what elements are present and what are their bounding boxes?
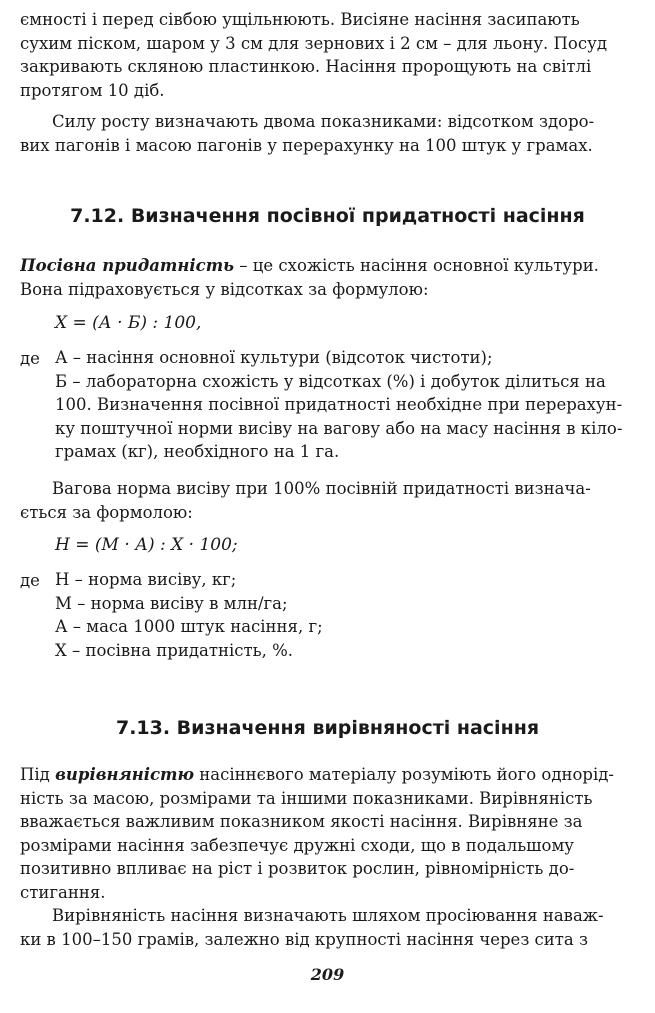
text-line: ємності і перед сівбою ущільнюють. Висіяне насіння засипають <box>20 10 580 29</box>
text-line: Силу росту визначають двома показниками: відсотком здоро- <box>52 112 595 131</box>
text-line <box>20 763 640 787</box>
page-number: 209 <box>310 965 345 984</box>
text-line: Вона підраховується у відсотках за формулою: <box>20 279 429 299</box>
weight-norm-paragraph <box>20 477 640 524</box>
definition-line: Х – посівна придатність, %. <box>55 640 294 660</box>
text-line: Вирівняність насіння визначають шляхом просіювання наваж- <box>52 906 604 925</box>
text-line: сухим піском, шаром у 3 см для зернових і 2 см – для льону. Посуд <box>20 33 607 53</box>
text-line: протягом 10 діб. <box>20 80 165 100</box>
uniformity-paragraph <box>20 763 640 904</box>
text-line: вважається важливим показником якості насіння. Вирівняне за <box>20 812 583 831</box>
text-fragment: насіннєвого матеріалу розуміють його однорід- <box>194 765 614 784</box>
section-713-heading: 7.13. Визначення вирівняності насіння <box>115 717 540 739</box>
formula-1: Х = (А · Б) : 100, <box>55 313 202 333</box>
definition-line: А – насіння основної культури (відсоток чистоти); <box>55 348 493 367</box>
text-fragment: Під <box>20 765 56 784</box>
sieving-paragraph <box>20 904 640 951</box>
text-line: розмірами насіння забезпечує дружні сходи, що в подальшому <box>20 835 574 855</box>
definitions-2 <box>55 568 640 662</box>
where-label: де <box>20 571 40 590</box>
definition-line: 100. Визначення посівної придатності необхідне при перерахун- <box>55 395 623 414</box>
text-line: стигання. <box>20 882 106 902</box>
definition-line: Б – лабораторна схожість у відсотках (%) і добуток ділиться на <box>55 371 606 391</box>
top-paragraph <box>20 8 640 102</box>
definition-line: ку поштучної норми висіву на вагову або на масу насіння в кіло- <box>55 418 623 438</box>
definition-line: А – маса 1000 штук насіння, г; <box>55 617 323 636</box>
definition-paragraph <box>20 254 640 301</box>
text-line: Вагова норма висіву при 100% посівній придатності визнача- <box>52 479 591 498</box>
text-line: позитивно впливає на ріст і розвиток рослин, рівномірність до- <box>20 859 575 878</box>
definition-line: грамах (кг), необхідного на 1 га. <box>55 442 340 461</box>
formula-2: Н = (М · А) : Х · 100; <box>55 535 238 555</box>
definitions-1 <box>55 346 640 464</box>
definition-line: Н – норма висіву, кг; <box>55 570 237 589</box>
definition-line: М – норма висіву в млн/га; <box>55 593 288 613</box>
term-suitability: Посівна придатність <box>20 256 235 275</box>
text-line: ки в 100–150 грамів, залежно від крупності насіння через сита з <box>20 929 589 949</box>
where-label: де <box>20 349 40 368</box>
text-line: закривають скляною пластинкою. Насіння пророщують на світлі <box>20 57 592 76</box>
text-line <box>20 254 640 278</box>
text-line: ється за формолою: <box>20 502 193 522</box>
text-line: вих пагонів і масою пагонів у перерахунку на 100 штук у грамах. <box>20 135 593 155</box>
text-line: ність за масою, розмірами та іншими показниками. Вирівняність <box>20 788 593 808</box>
section-712-heading: 7.12. Визначення посівної придатності насіння <box>70 205 585 227</box>
text-fragment: – це схожість насіння основної культури. <box>234 256 599 275</box>
growth-paragraph <box>20 110 640 157</box>
term-uniformity: вирівняністю <box>55 765 195 784</box>
